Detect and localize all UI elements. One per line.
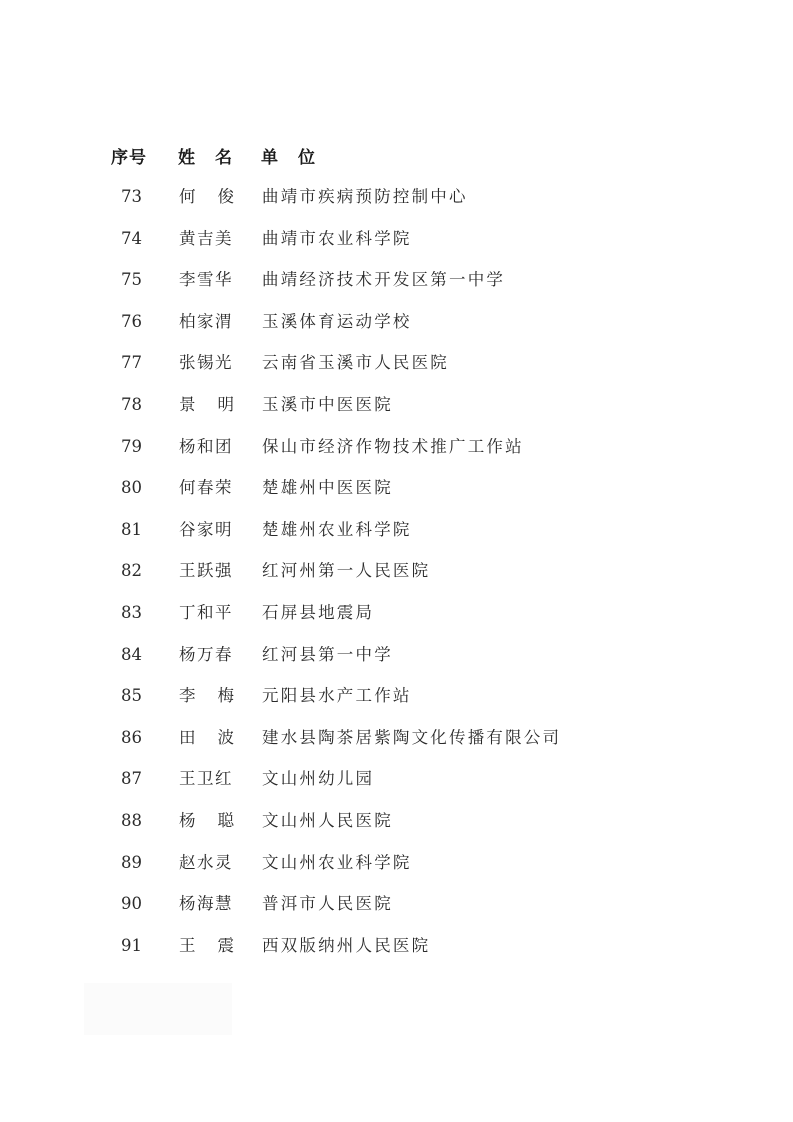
table-row — [0, 349, 793, 391]
row-serial-number: 84 — [121, 644, 142, 664]
table-row — [0, 890, 793, 932]
table-row — [0, 724, 793, 766]
row-serial-number: 89 — [121, 852, 142, 872]
row-person-name: 谷家明 — [179, 519, 233, 539]
row-person-name: 杨万春 — [179, 644, 233, 664]
row-person-name: 何俊 — [179, 187, 256, 206]
row-serial-number: 81 — [121, 519, 142, 539]
row-serial-number: 85 — [121, 686, 142, 706]
row-serial-number: 76 — [121, 311, 142, 331]
row-serial-number: 78 — [121, 394, 142, 414]
row-serial-number: 77 — [121, 353, 142, 373]
row-person-name: 黄吉美 — [179, 228, 233, 248]
page-smudge — [84, 983, 232, 1035]
row-person-name: 何春荣 — [179, 478, 233, 498]
row-person-name: 王跃强 — [179, 561, 233, 581]
row-serial-number: 73 — [121, 187, 142, 206]
table-header — [0, 144, 793, 172]
table-row — [0, 183, 793, 225]
row-work-unit: 文山州人民医院 — [262, 810, 393, 830]
row-person-name: 李雪华 — [179, 270, 233, 290]
table-row — [0, 932, 793, 974]
table-row — [0, 308, 793, 350]
row-work-unit: 西双版纳州人民医院 — [262, 935, 431, 955]
table-row — [0, 557, 793, 599]
row-work-unit: 石屏县地震局 — [262, 602, 375, 622]
row-work-unit: 曲靖经济技术开发区第一中学 — [262, 270, 506, 290]
row-person-name: 王震 — [179, 935, 256, 955]
row-serial-number: 90 — [121, 894, 142, 914]
row-person-name: 杨和团 — [179, 436, 233, 456]
row-serial-number: 79 — [121, 436, 142, 456]
row-work-unit: 玉溪市中医医院 — [262, 394, 393, 414]
row-work-unit: 文山州幼儿园 — [262, 769, 375, 789]
row-serial-number: 83 — [121, 602, 142, 622]
table-row — [0, 391, 793, 433]
row-serial-number: 74 — [121, 228, 142, 248]
table-row — [0, 599, 793, 641]
table-row — [0, 682, 793, 724]
row-serial-number: 87 — [121, 769, 142, 789]
row-serial-number: 82 — [121, 561, 142, 581]
row-person-name: 田波 — [179, 727, 256, 747]
row-person-name: 赵水灵 — [179, 852, 233, 872]
row-person-name: 张锡光 — [179, 353, 233, 373]
table-row — [0, 516, 793, 558]
row-person-name: 柏家渭 — [179, 311, 233, 331]
row-person-name: 杨海慧 — [179, 894, 233, 914]
row-work-unit: 曲靖市疾病预防控制中心 — [262, 187, 468, 206]
row-serial-number: 75 — [121, 270, 142, 290]
table-row — [0, 765, 793, 807]
table-row — [0, 433, 793, 475]
table-row — [0, 807, 793, 849]
name-list — [0, 183, 793, 973]
table-row — [0, 266, 793, 308]
row-serial-number: 86 — [121, 727, 142, 747]
row-work-unit: 楚雄州农业科学院 — [262, 519, 412, 539]
row-person-name: 丁和平 — [179, 602, 233, 622]
table-row — [0, 641, 793, 683]
header-name: 姓名 — [178, 148, 252, 168]
row-person-name: 景明 — [179, 394, 256, 414]
row-work-unit: 建水县陶茶居紫陶文化传播有限公司 — [262, 727, 562, 747]
table-row — [0, 474, 793, 516]
row-work-unit: 红河县第一中学 — [262, 644, 393, 664]
row-serial-number: 88 — [121, 810, 142, 830]
row-person-name: 王卫红 — [179, 769, 233, 789]
table-row — [0, 225, 793, 267]
row-work-unit: 保山市经济作物技术推广工作站 — [262, 436, 524, 456]
row-work-unit: 玉溪体育运动学校 — [262, 311, 412, 331]
table-row — [0, 849, 793, 891]
row-work-unit: 文山州农业科学院 — [262, 852, 412, 872]
row-person-name: 李梅 — [179, 686, 256, 706]
header-serial-number: 序号 — [111, 148, 147, 168]
row-person-name: 杨聪 — [179, 810, 256, 830]
header-unit: 单位 — [261, 148, 335, 168]
row-work-unit: 楚雄州中医医院 — [262, 478, 393, 498]
row-serial-number: 80 — [121, 478, 142, 498]
row-work-unit: 云南省玉溪市人民医院 — [262, 353, 449, 373]
row-work-unit: 元阳县水产工作站 — [262, 686, 412, 706]
row-work-unit: 曲靖市农业科学院 — [262, 228, 412, 248]
row-serial-number: 91 — [121, 935, 142, 955]
row-work-unit: 红河州第一人民医院 — [262, 561, 431, 581]
row-work-unit: 普洱市人民医院 — [262, 894, 393, 914]
